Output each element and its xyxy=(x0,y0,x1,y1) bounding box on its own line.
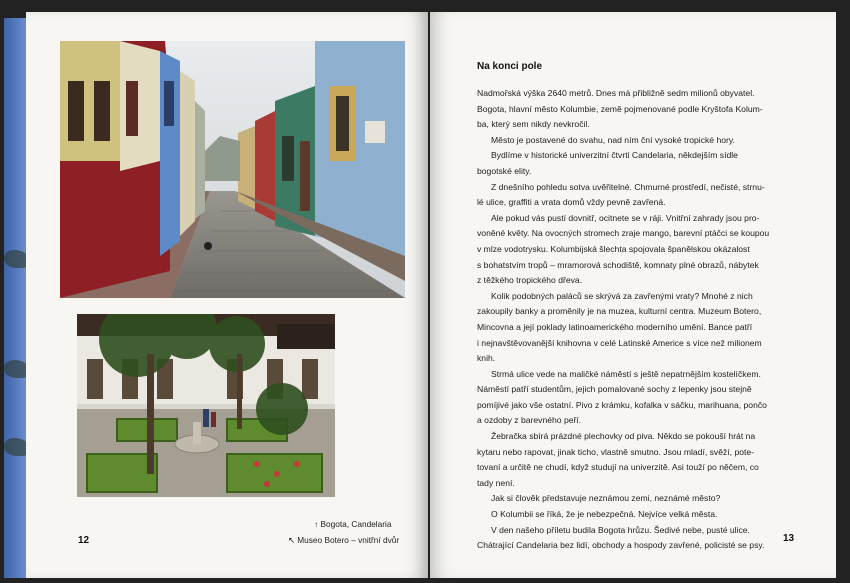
body-line: pomíjivé jako vše ostatní. Pivo z krámku, kofalka v sáčku, marihuana, pončo xyxy=(477,399,767,410)
body-line: lé ulice, graffiti a vrata domů vždy pevně zavřená. xyxy=(477,197,666,208)
body-line: Město je postavené do svahu, nad ním ční vysoké tropické hory. xyxy=(491,134,735,145)
chapter-body-text xyxy=(477,86,797,554)
body-line: voněné květy. Na ovocných stromech zraje mango, barevní ptáčci se koupou xyxy=(477,228,770,239)
caption-photo-bottom: ↖ Museo Botero – vnitřní dvůr xyxy=(288,535,400,545)
page-number-right: 13 xyxy=(783,533,795,544)
body-line: Žebračka sbírá prázdné plechovky od piva. Někdo se pokouší hrát na xyxy=(491,431,756,442)
body-line: i nejnavštěvovanější knihovna v celé Latinské Americe s více než milionem xyxy=(477,337,762,348)
chapter-heading: Na konci pole xyxy=(477,61,543,72)
body-line: kytaru nebo rapovat, jinak ticho, vlastně smutno. Jsou mladí, svěží, pote- xyxy=(477,446,755,457)
body-line: Mincovna a její poklady latinoamerického moderního umění. Bance patří xyxy=(477,321,753,332)
body-line: ba, který sem nikdy nevkročil. xyxy=(477,119,590,130)
body-line: a ozdoby z barevného peří. xyxy=(477,415,582,426)
page-number-left: 12 xyxy=(78,535,90,546)
photo-museo-botero-courtyard xyxy=(77,314,335,497)
body-line: bogotské elity. xyxy=(477,165,532,176)
body-line: Z dnešního pohledu sotva uvěřitelné. Chmurné prostředí, nečisté, strnu- xyxy=(491,181,765,192)
body-line: zakoupily banky a proměnily je na muzea, kulturní centra. Muzeum Botero, xyxy=(477,306,762,317)
body-line: Strmá ulice vede na maličké náměstí s ještě nepatrnějším kostelíčkem. xyxy=(491,368,761,379)
body-line: Ale pokud vás pustí dovnitř, ocitnete se v ráji. Vnitřní zahrady jsou pro- xyxy=(491,212,760,223)
caption-photo-top: ↑ Bogota, Candelaria xyxy=(314,519,392,529)
body-line: Bydlíme v historické univerzitní čtvrti Candelaria, někdejším sídle xyxy=(491,150,738,161)
body-line: V den našeho příletu budila Bogota hrůzu. Šedivé nebe, pusté ulice. xyxy=(491,524,750,535)
body-line: Náměstí patří studentům, jejich pomalované sochy z lepenky jsou stejně xyxy=(477,384,752,395)
body-line: Nadmořská výška 2640 metrů. Dnes má přibližně sedm milionů obyvatel. xyxy=(477,88,755,98)
body-line: knih. xyxy=(477,353,496,364)
body-line: v mlze vodotrysku. Kolumbijská šlechta spojovala španělskou okázalost xyxy=(477,243,750,254)
body-line: Bogota, hlavní město Kolumbie, země pojmenované podle Kryštofa Kolum- xyxy=(477,103,763,114)
body-line: z těžkého tropického dřeva. xyxy=(477,275,583,286)
body-line: Kolik podobných paláců se skrývá za zavřenými vraty? Mnohé z nich xyxy=(491,290,753,301)
body-line: Chátrající Candelaria bez lidí, obchody a hospody zavřené, policisté se psy. xyxy=(477,540,765,551)
body-line: tady není. xyxy=(477,477,515,488)
body-line: tovaní a určitě ne chudí, když studují na univerzitě. Asi touží po něčem, co xyxy=(477,462,759,473)
photo-bogota-candelaria-street xyxy=(60,41,405,298)
body-line: s bohatstvím tropů – mramorová schodiště, komnaty plné obrazů, nábytek xyxy=(477,259,759,270)
body-line: O Kolumbii se říká, že je nebezpečná. Nejvíce velká města. xyxy=(491,509,718,520)
body-line: Jak si člověk představuje neznámou zemi, neznámé město? xyxy=(491,493,721,504)
